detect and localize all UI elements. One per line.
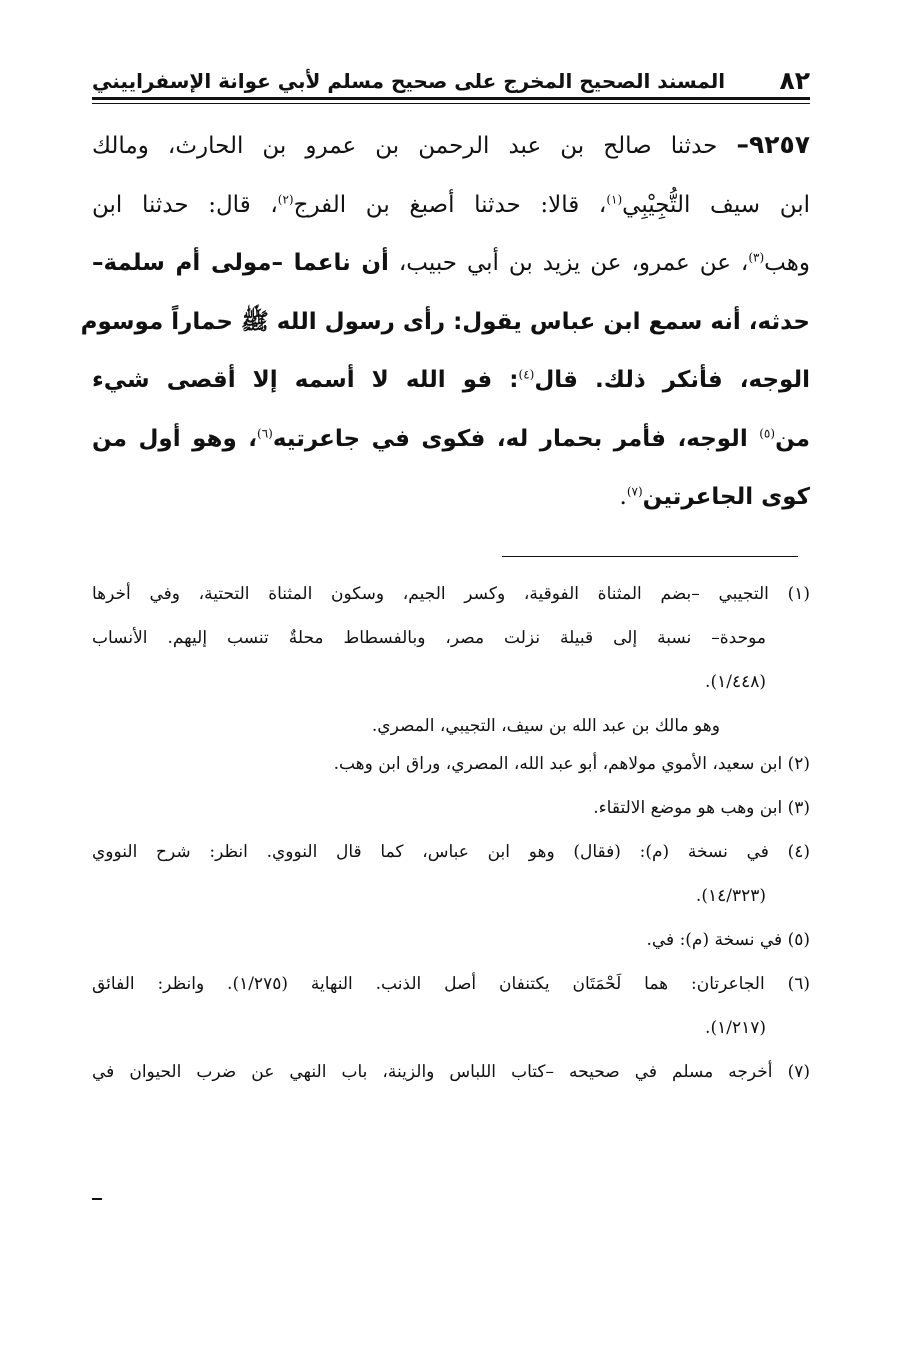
- hadith-line-7: كوى الجاعرتين$^{(٧)}$.: [619, 484, 810, 510]
- footnote-ref-2[interactable]: (٢): [277, 191, 294, 206]
- continuation-dash: [92, 1198, 102, 1200]
- footnote-3: (٣) ابن وهب هو موضع الالتقاء.: [593, 798, 810, 818]
- footnote-4-line-2: (١٤/٣٢٣).: [695, 886, 766, 906]
- footnote-1-line-3: (١/٤٤٨).: [705, 672, 766, 692]
- footnote-4-line-1: (٤) في نسخة (م): (فقال) وهو ابن عباس، كما قال النووي. انظر: شرح النووي: [92, 842, 810, 862]
- footnote-ref-1[interactable]: (١): [606, 191, 623, 206]
- footnote-5: (٥) في نسخة (م): في.: [646, 930, 810, 950]
- book-title: المسند الصحيح المخرج على صحيح مسلم لأبي عوانة الإسفراييني: [92, 69, 726, 93]
- footnote-2: (٢) ابن سعيد، الأموي مولاهم، أبو عبد الله، المصري، وراق ابن وهب.: [333, 754, 810, 774]
- footnote-1-line-4: وهو مالك بن عبد الله بن سيف، التجيبي، المصري.: [371, 716, 720, 736]
- footnote-ref-6[interactable]: (٦): [257, 425, 273, 440]
- hadith-line-1: ٩٢٥٧– حدثنا صالح بن عبد الرحمن بن عمرو بن الحارث، ومالك: [92, 130, 810, 159]
- header-rule-thick: [92, 97, 810, 100]
- footnote-divider: [502, 556, 798, 557]
- footnote-ref-4[interactable]: (٤): [518, 367, 535, 382]
- footnote-ref-5[interactable]: (٥): [759, 425, 776, 440]
- footnote-ref-7[interactable]: (٧): [626, 484, 643, 499]
- footnote-6-line-1: (٦) الجاعرتان: هما لَحْمَتَان يكتنفان أصل الذنب. النهاية (١/٢٧٥). وانظر: الفائق: [92, 974, 810, 994]
- hadith-text: [80, 116, 811, 527]
- footnote-6-line-2: (١/٢١٧).: [705, 1018, 766, 1038]
- hadith-number: ٩٢٥٧–: [736, 130, 810, 159]
- hadith-line-5: الوجه، فأنكر ذلك. قال$^{(٤)}$: فو الله لا أسمه إلا أقصى شيء: [92, 367, 810, 393]
- hadith-line-3: وهب$^{(٣)}$، عن عمرو، عن يزيد بن أبي حبيب، أن ناعما –مولى أم سلمة–: [92, 250, 810, 276]
- footnote-7-line-1: (٧) أخرجه مسلم في صحيحه –كتاب اللباس والزينة، باب النهي عن ضرب الحيوان في: [92, 1062, 810, 1082]
- running-header: [92, 62, 810, 96]
- footnote-1-line-2: موحدة– نسبة إلى قبيلة نزلت مصر، وبالفسطاط محلةٌ تنسب إليهم. الأنساب: [92, 628, 766, 648]
- hadith-line-4: حدثه، أنه سمع ابن عباس يقول: رأى رسول الله ﷺ حماراً موسوم: [80, 308, 810, 335]
- footnotes: [92, 584, 810, 1106]
- page-number: ٨٢: [779, 66, 810, 95]
- hadith-line-2: ابن سيف التُّجِيْبِي$^{(١)}$، قالا: حدثنا أصبغ بن الفرج$^{(٢)}$، قال: حدثنا ابن: [92, 191, 810, 218]
- header-rule-thin: [92, 103, 810, 104]
- footnote-1-line-1: (١) التجيبي –بضم المثناة الفوقية، وكسر الجيم، وسكون المثناة التحتية، وفي أخرها: [92, 584, 810, 604]
- hadith-line-6: من$^{(٥)}$ الوجه، فأمر بحمار له، فكوى في جاعرتيه$^{(٦)}$، وهو أول من: [92, 425, 811, 452]
- footnote-ref-3[interactable]: (٣): [748, 250, 765, 265]
